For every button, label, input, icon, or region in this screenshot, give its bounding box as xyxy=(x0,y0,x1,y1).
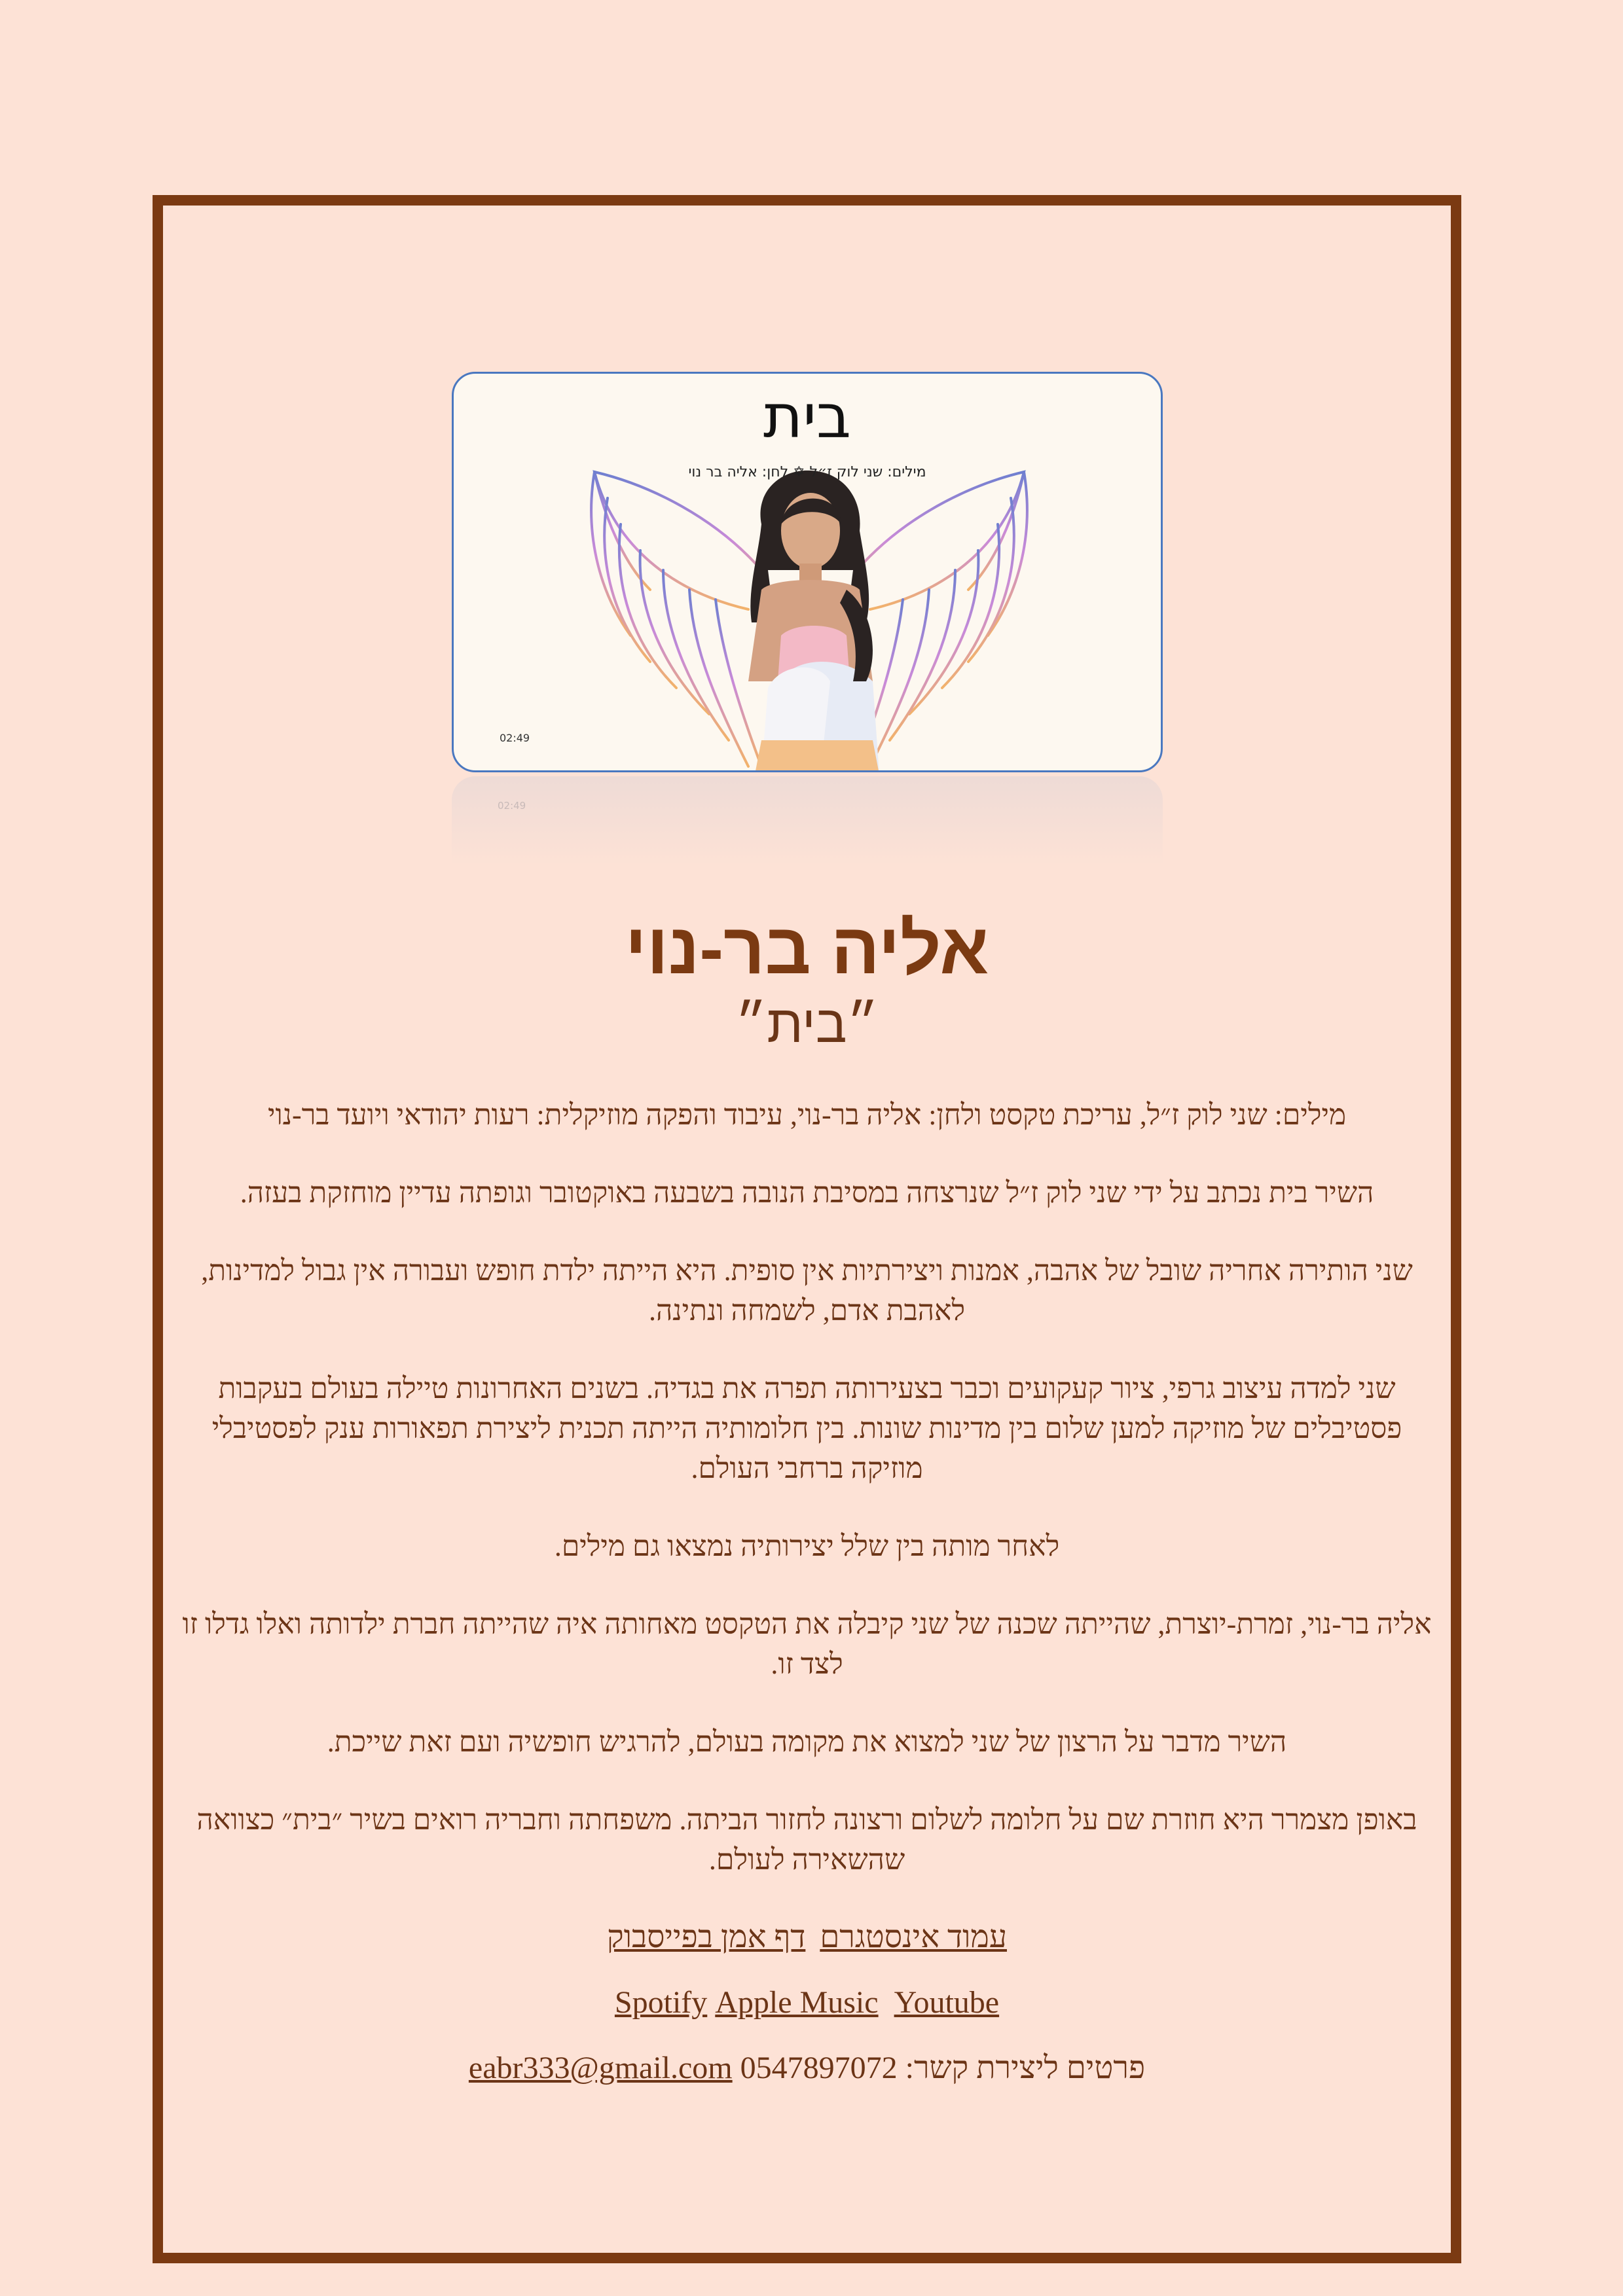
story-paragraph: השיר בית נכתב על ידי שני לוק ז״ל שנרצחה במסיבת הנובה בשבעה באוקטובר וגופתה עדיין מוחזקת בעזה. xyxy=(240,1177,1374,1209)
music-links xyxy=(177,1983,1437,2022)
story-paragraph: אליה בר-נוי, זמרת-יוצרת, שהייתה שכנה של שני קיבלה את הטקסט מאחותה איה שהייתה חברת ילדותה ואלו גדלו זו לצד זו. xyxy=(182,1608,1432,1680)
artist-name: אליה בר-נוי xyxy=(625,908,989,989)
apple-music-link[interactable]: Apple Music xyxy=(715,1985,879,2020)
woman-figure xyxy=(748,471,879,772)
main-content xyxy=(177,906,1437,2088)
story-paragraph: השיר מדבר על הרצון של שני למצוא את מקומה בעולם, להרגיש חופשיה ועם זאת שייכת. xyxy=(327,1726,1287,1758)
story-paragraph: באופן מצמרר היא חוזרת שם על חלומה לשלום ורצונה לחזור הביתה. משפחתה וחבריה רואים בשיר ״בית״ כצוואה שהשאירה לעולם. xyxy=(196,1804,1417,1876)
story-paragraph: לאחר מותה בין שלל יצירותיה נמצאו גם מילים. xyxy=(554,1530,1060,1562)
story-paragraph: שני הותירה אחריה שובל של אהבה, אמנות ויצירתיות אין סופית. היא הייתה ילדת חופש ועבורה אין גבול למדינות, לאהבת אדם, לשמחה ונתינה. xyxy=(201,1255,1413,1327)
left-wing xyxy=(591,472,761,766)
song-title: ״בית״ xyxy=(735,995,879,1053)
story-paragraph: שני למדה עיצוב גרפי, ציור קעקועים וכבר בצעירותה תפרה את בגדיה. בשנים האחרונות טיילה בעולם בעקבות פסטיבלים של מוזיקה למען שלום בין מדינות שונות. בין חלומותיה הייתה תכנית ליצירת תפאורות ענק לפסטיבלי מוזיקה ברחבי העולם. xyxy=(211,1372,1402,1484)
right-wing xyxy=(857,472,1027,766)
cover-title: בית xyxy=(763,382,852,452)
instagram-link[interactable]: עמוד אינסטגרם xyxy=(820,1920,1007,1954)
youtube-link[interactable]: Youtube xyxy=(894,1985,1000,2020)
song-cover-image xyxy=(452,372,1163,772)
contact-email-link[interactable]: eabr333@gmail.com xyxy=(468,2051,733,2085)
cover-duration: 02:49 xyxy=(500,732,530,744)
reflection-duration: 02:49 xyxy=(498,800,526,812)
spotify-link[interactable]: Spotify xyxy=(614,1985,708,2020)
cover-credits: מילים: שני לוק ז״ל ✡ לחן: אליה בר נוי xyxy=(688,464,926,480)
contact-label: פרטים ליצירת קשר: xyxy=(905,2051,1146,2085)
contact-line xyxy=(177,2049,1437,2088)
contact-phone: 0547897072 xyxy=(740,2051,898,2085)
social-links xyxy=(177,1918,1437,1957)
facebook-link[interactable]: דף אמן בפייסבוק xyxy=(607,1920,806,1954)
credits-paragraph: מילים: שני לוק ז״ל, עריכת טקסט ולחן: אליה בר-נוי, עיבוד והפקה מוזיקלית: רעות יהודאי ויועד בר-נוי xyxy=(267,1099,1347,1131)
cover-card xyxy=(452,372,1163,772)
cover-reflection xyxy=(452,776,1163,881)
